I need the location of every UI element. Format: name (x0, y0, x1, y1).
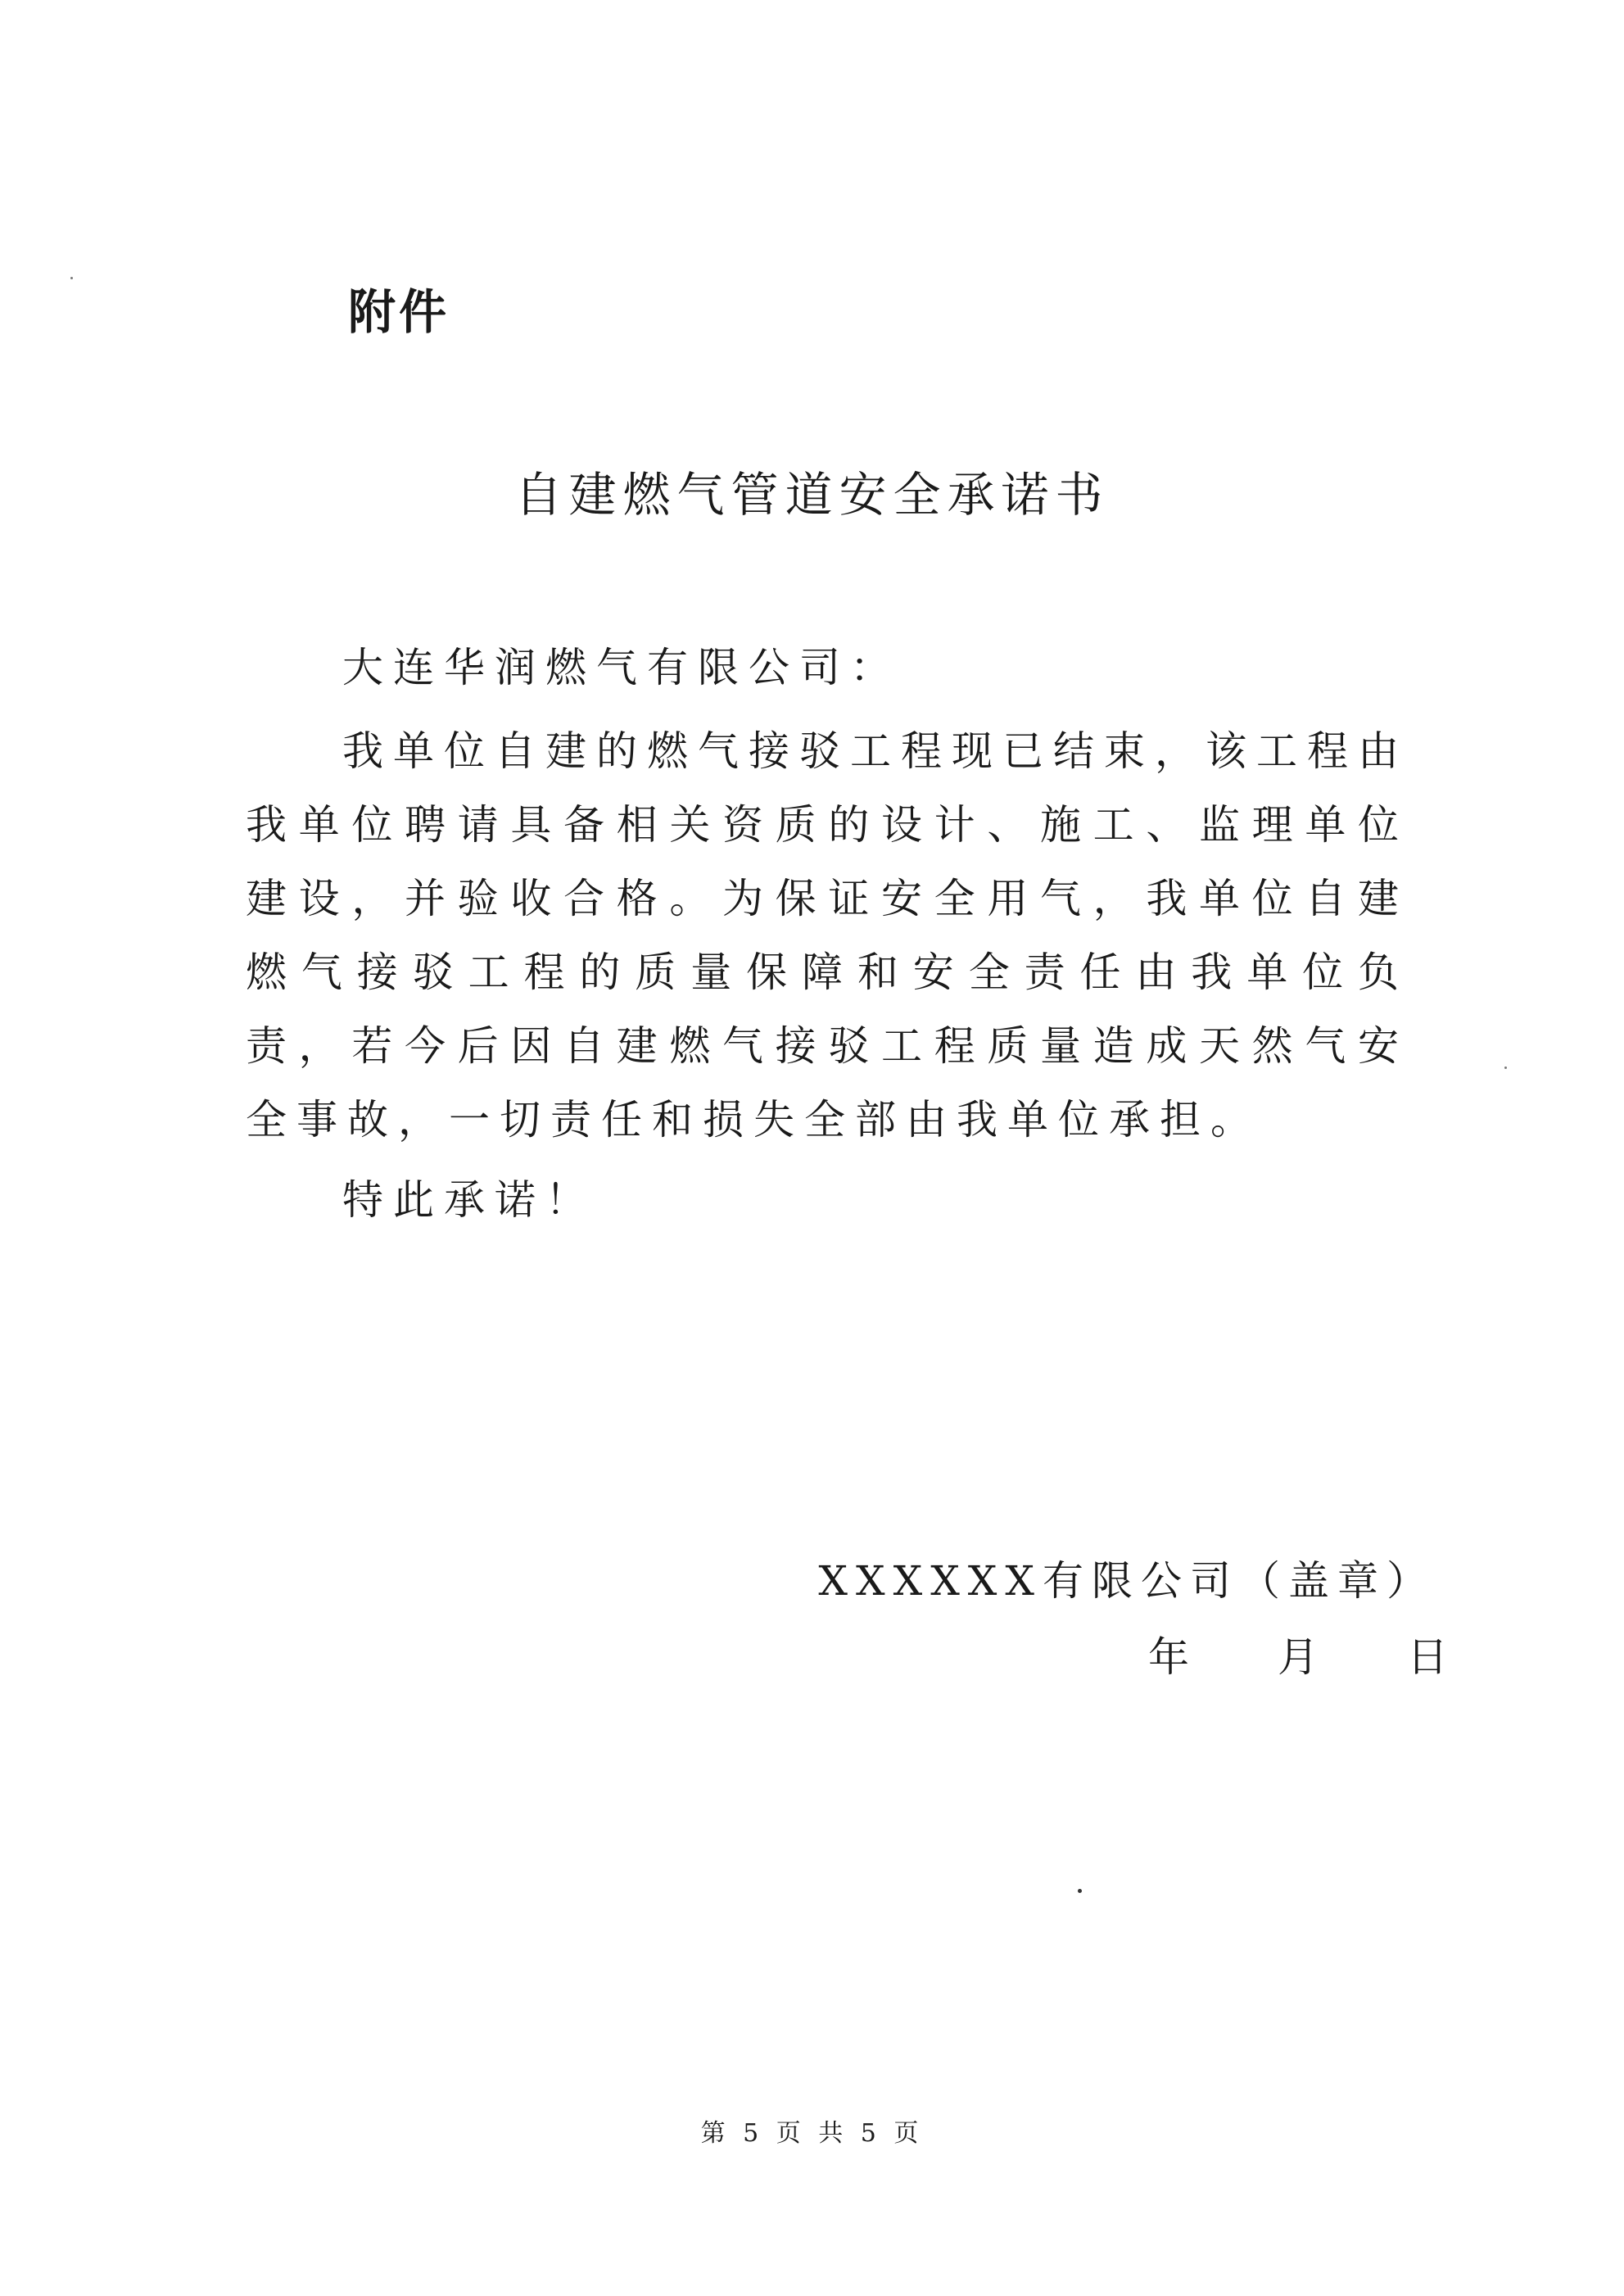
date-month-label: 月 (1278, 1633, 1319, 1681)
scan-speck (1078, 1889, 1082, 1893)
signature-line: XXXXXX有限公司（盖章） (818, 1557, 1436, 1605)
date-year-label: 年 (1148, 1633, 1189, 1681)
closing-statement: 特此承诺！ (342, 1176, 596, 1224)
body-paragraph: 我单位自建的燃气接驳工程现已结束，该工程由我单位聘请具备相关资质的设计、施工、监理单位建设，并验收合格。为保证安全用气，我单位自建燃气接驳工程的质量保障和安全责任由我单位负责，若今后因自建燃气接驳工程质量造成天然气安全事故，一切责任和损失全部由我单位承担。 (246, 727, 1409, 1143)
date-line (1148, 1633, 1448, 1681)
attachment-label: 附件 (348, 284, 450, 340)
scan-speck (1504, 1066, 1507, 1069)
document-title: 自建燃气管道安全承诺书 (514, 467, 1110, 523)
page-footer: 第 5 页 共 5 页 (700, 2119, 924, 2148)
salutation: 大连华润燃气有限公司： (342, 644, 901, 691)
date-day-label: 日 (1407, 1633, 1448, 1681)
scan-speck (70, 277, 73, 279)
